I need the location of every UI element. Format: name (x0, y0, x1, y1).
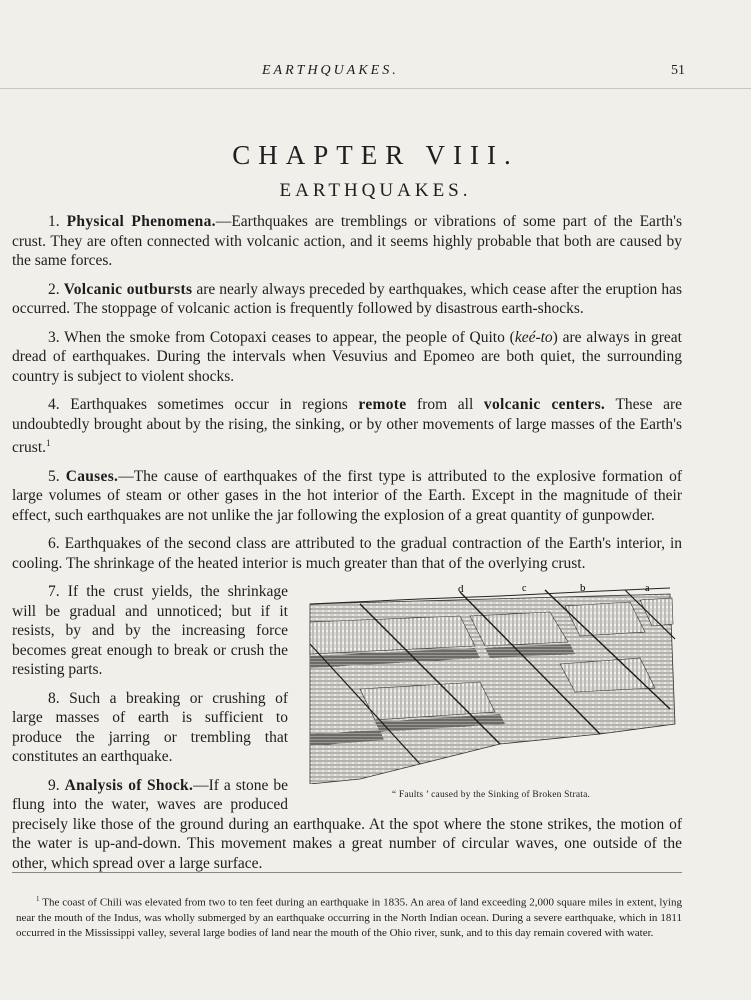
paragraph-text: Such a breaking or crushing of large masses of earth is sufficient to produce the jarring or trembling that constitutes an earthquake. (12, 689, 289, 766)
fault-label-c: c (522, 584, 527, 595)
section-heading: Analysis of Shock. (64, 776, 194, 794)
paragraph-number: 8. (48, 689, 60, 707)
paragraph-text: When the smoke from Cotopaxi ceases to appear, the people of Quito ( (64, 328, 515, 346)
running-head (0, 63, 751, 83)
section-heading: Physical Phenomena. (66, 213, 216, 230)
footnote-ref: 1 (46, 438, 51, 448)
chapter-title: CHAPTER VIII. (232, 140, 519, 170)
paragraph-text: Earthquakes of the second class are attributed to the gradual contraction of the Earth's interior, in cooling. The shrinkage of the heated interior is much greater than that of the overlying crust. (12, 535, 683, 572)
paragraph-number: 6. (48, 535, 60, 553)
paragraph-number: 4. (48, 396, 60, 413)
figure-wrap-block (12, 582, 682, 873)
paragraph-number: 7. (48, 583, 60, 601)
paragraph-text: Earthquakes sometimes occur in regions (70, 396, 359, 413)
paragraph-text: from all (406, 396, 484, 413)
paragraph-number: 2. (48, 280, 60, 298)
paragraph-3 (12, 328, 682, 387)
paragraph-text: ) are always in great dread of earthquakes. During the intervals when Vesuvius and Epomeo are both quiet, the surrounding country is subject to violent shocks. (12, 328, 682, 385)
paragraph-text: —Earthquakes are tremblings or vibrations of some part of the Earth's crust. They are often connected with volcanic action, and it seems highly probable that both are caused by the same forces. (12, 213, 682, 269)
chapter-subtitle: EARTHQUAKES. (279, 180, 472, 201)
paragraph-4 (12, 395, 682, 458)
footnote-text: The coast of Chili was elevated from two to ten feet during an earthquake in 1835. An area of land exceeding 2,000 square miles in extent, lying near the mouth of the Indus, was wholly submerged by an earthquake occurring in the North Indian ocean. During a severe earthquake, which in 1811 occurred in the Mississippi valley, several large bodies of land near the mouth of the Ohio river, sunk, and to this day remain covered with water. (16, 896, 682, 939)
fault-label-a: a (645, 584, 650, 595)
paragraph-5 (12, 467, 682, 526)
footnote (16, 892, 682, 941)
page-number: 51 (671, 63, 685, 78)
paragraph-text: are nearly always preceded by earthquakes, which cease after the eruption has occurred. The stoppage of volcanic action is frequently followed by disastrous earth-shocks. (12, 280, 682, 317)
figure-caption: “ Faults ’ caused by the Sinking of Broken Strata. (391, 790, 591, 801)
section-heading: Volcanic outbursts (63, 280, 193, 298)
paragraph-text: —If a stone be flung into the water, waves are produced precisely like those of the ground during an earthquake. At the spot where the stone strikes, the motion of the water is up-and-down. This movement makes a great number of circular waves, one outside of the other, which spread over a large surface. (12, 776, 682, 872)
paragraph-number: 1. (48, 213, 60, 230)
paragraph-1 (12, 212, 682, 271)
paragraph-text: If the crust yields, the shrinkage will be gradual and unnoticed; but if it resists, by and by the increasing force becomes great enough to break or crush the resisting parts. (12, 583, 289, 679)
emphasis: remote (358, 396, 407, 413)
chapter-body (12, 212, 682, 882)
header-divider (0, 88, 751, 89)
paragraph-text: These are undoubtedly brought about by the rising, the sinking, or by other movements of large masses of the Earth's crust. (12, 396, 683, 457)
section-heading: Causes. (65, 467, 119, 485)
faults-figure (300, 584, 682, 806)
footnote-marker: 1 (36, 895, 40, 903)
fault-label-d: d (458, 584, 464, 596)
emphasis: volcanic centers. (483, 396, 606, 413)
paragraph-2 (12, 280, 682, 319)
paragraph-number: 9. (48, 776, 60, 794)
paragraph-text: —The cause of earthquakes of the first type is attributed to the explosive formation of large volumes of steam or other gases in the hot interior of the Earth. Except in the magnitude of their effect, such earthquakes are not unlike the jar following the explosion of a great quantity of gunpowder. (12, 467, 682, 524)
faults-illustration (300, 584, 682, 784)
paragraph-6 (12, 534, 682, 573)
fault-label-b: b (580, 584, 586, 595)
paragraph-number: 3. (48, 328, 60, 346)
running-title: EARTHQUAKES. (262, 63, 399, 78)
paragraph-number: 5. (48, 467, 60, 485)
pronunciation: keé-to (514, 328, 553, 346)
footnote-divider (12, 872, 682, 873)
